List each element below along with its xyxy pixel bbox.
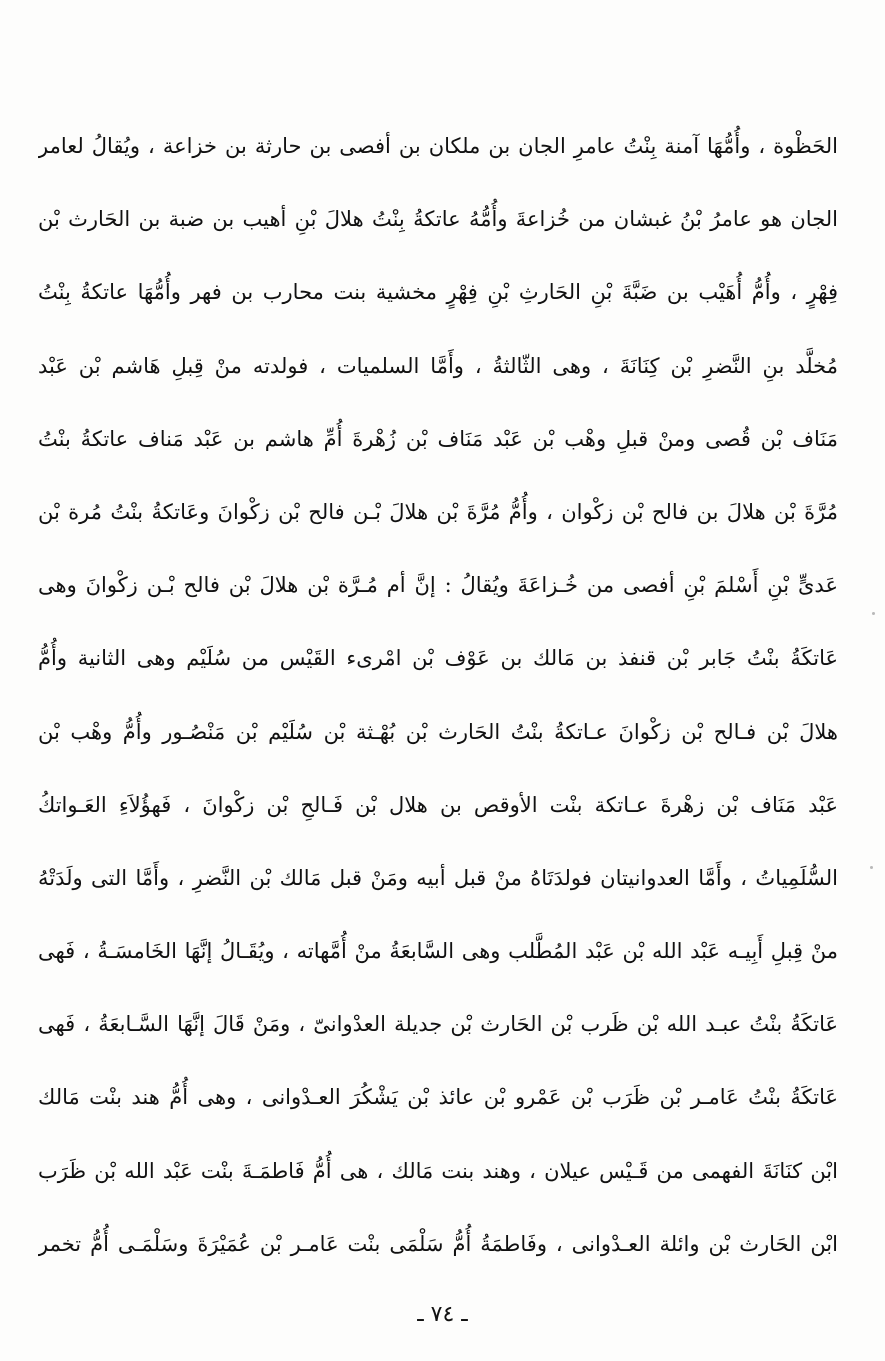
text-line: الجان هو عامرُ بْنُ غبشان من خُزاعةَ وأُمُّهُ عاتكةُ بِنْتُ هلالَ بْنِ أهيب بن ضبة بن الحَارث بْن (38, 207, 838, 232)
page-number: ـ ٧٤ ـ (417, 1302, 468, 1327)
text-line: منْ قِبلِ أَبِيـه عَبْد الله بْن عَبْد المُطَّلب وهى السَّابعَةُ منْ أُمَّهاته ، ويُقَـالُ إنَّهَا الخَامسَـةُ ، فَهى (38, 939, 838, 964)
scan-speck (872, 612, 875, 615)
text-line: عَاتكَةُ بنْتُ عَامـر بْن ظَرَب بْن عَمْرو بْن عائذ بْن يَشْكُرَ العـدْوانى ، وهى أُمُّ هند بنْت مَالك (38, 1085, 838, 1110)
text-line: مُخلَّد بنِ النَّضرِ بْن كِنَانَةَ ، وهى الثّالثةُ ، وأَمَّا السلميات ، فولدته منْ قِبلِ هَاشم بْن عَبْد (38, 353, 838, 378)
body-text (38, 110, 838, 1281)
text-line: هلالَ بْن فـالح بْن زكْوانَ عـاتكةُ بنْتُ الحَارث بْن بُهْـثة بْن سُلَيْم بْن مَنْصُـور وأُمُّ وهْب بْن (38, 719, 838, 744)
text-line: ابْن كنَانَةَ الفهمى من قَـيْس عيلان ، وهند بنت مَالك ، هى أُمُّ فَاطمَـةَ بنْت عَبْد الله بْن ظَرَب (38, 1158, 838, 1183)
scan-speck (870, 866, 873, 869)
text-line: مُرَّةَ بْن هلالَ بن فالح بْن زكْوان ، وأُمُّ مُرَّةَ بْن هلالَ بْـن فالح بْن زكْوانَ وعَاتكةُ بنْتُ مُرة بْن (38, 499, 838, 524)
text-line: عَاتكَةُ بنْتُ جَابر بْن قنفذ بن مَالك بن عَوْف بْن امْرىء القَيْس من سُلَيْم وهى الثانية وأُمُّ (38, 646, 838, 671)
text-line: عَاتكَةُ بنْتُ عبـد الله بْن ظَرب بْن الحَارث بْن جديلة العدْوانىّ ، ومَنْ قَالَ إنَّهَا السَّـابعَةُ ، فَهى (38, 1012, 838, 1037)
text-line: فِهْرٍ ، وأُمُّ أُهَيْب بن ضَبَّةَ بْنِ الحَارثِ بْنِ فِهْرٍ مخشية بنت محارب بن فهر وأُمُّهَا عاتكةُ بِنْتُ (38, 280, 838, 305)
text-line: عَدىٍّ بْنِ أَسْلمَ بْنِ أفصى من خُـزاعَةَ ويُقالُ : إنَّ أم مُـرَّة بْن هلالَ بْن فالح بْـن زكْوانَ وهى (38, 573, 838, 598)
text-line: الحَظْوة ، وأُمُّهَا آمنة بِنْتُ عامرِ الجان بن ملكان بن أفصى بن حارثة بن خزاعة ، ويُقالُ لعامر (38, 134, 838, 158)
text-line: مَنَاف بْن قُصى ومنْ قبلِ وهْب بْن عَبْد مَنَاف بْن زُهْرةَ أُمِّ هاشم بن عَبْد مَناف عاتكةُ بنْتُ (38, 426, 838, 451)
text-line: عَبْد مَنَاف بْن زهْرةَ عـاتكة بنْت الأوقص بن هلال بْن فَـالحِ بْن زكْوانَ ، فَهؤُلاَءِ العَـواتكُ (38, 792, 838, 817)
text-line: السُّلَمِياتُ ، وأَمَّا العدوانيتان فولدَتَاهُ منْ قبل أبيه ومَنْ قبل مَالك بْن النَّضرِ ، وأَمَّا التى ولَدَتْهُ (38, 865, 838, 890)
text-line: ابْن الحَارث بْن وائلة العـدْوانى ، وفَاطمَةُ أُمُّ سَلْمَى بنْت عَامـر بْن عُمَيْرَةَ وسَلْمَـى أُمُّ تخمر (38, 1231, 838, 1256)
